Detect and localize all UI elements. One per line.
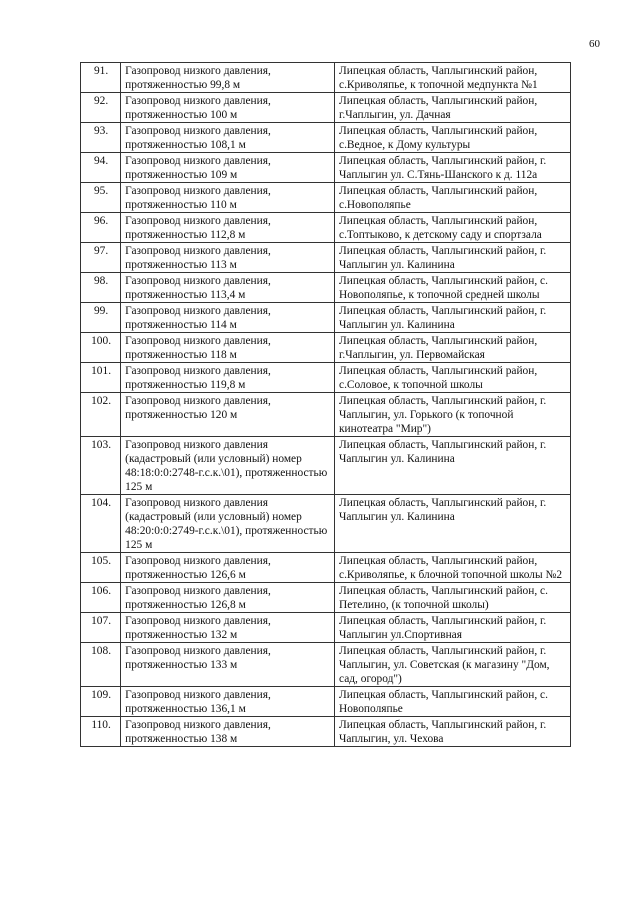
table-row <box>81 153 571 183</box>
object-name: Газопровод низкого давления, протяженностью 133 м <box>121 643 335 687</box>
table-row <box>81 583 571 613</box>
object-name: Газопровод низкого давления, протяженностью 126,6 м <box>121 553 335 583</box>
row-number: 96. <box>81 213 121 243</box>
object-address: Липецкая область, Чаплыгинский район, г. Чаплыгин ул. Калинина <box>335 303 571 333</box>
table-row <box>81 333 571 363</box>
row-number: 92. <box>81 93 121 123</box>
object-address: Липецкая область, Чаплыгинский район, с.Криволяпье, к блочной топочной школы №2 <box>335 553 571 583</box>
row-number: 98. <box>81 273 121 303</box>
object-address: Липецкая область, Чаплыгинский район, г.Чаплыгин, ул. Дачная <box>335 93 571 123</box>
row-number: 99. <box>81 303 121 333</box>
object-address: Липецкая область, Чаплыгинский район, с.Криволяпье, к топочной медпункта №1 <box>335 63 571 93</box>
object-address: Липецкая область, Чаплыгинский район, с.Новополяпье <box>335 183 571 213</box>
table-row <box>81 123 571 153</box>
row-number: 100. <box>81 333 121 363</box>
table-row <box>81 63 571 93</box>
table-row <box>81 553 571 583</box>
row-number: 95. <box>81 183 121 213</box>
row-number: 94. <box>81 153 121 183</box>
object-name: Газопровод низкого давления, протяженностью 99,8 м <box>121 63 335 93</box>
object-name: Газопровод низкого давления, протяженностью 126,8 м <box>121 583 335 613</box>
object-name: Газопровод низкого давления, протяженностью 114 м <box>121 303 335 333</box>
object-name: Газопровод низкого давления (кадастровый (или условный) номер 48:20:0:0:2749-г.с.к.\01), протяженностью 125 м <box>121 495 335 553</box>
table-body <box>81 63 571 747</box>
row-number: 97. <box>81 243 121 273</box>
row-number: 93. <box>81 123 121 153</box>
object-address: Липецкая область, Чаплыгинский район, г. Чаплыгин, ул. Советская (к магазину "Дом, сад, огород") <box>335 643 571 687</box>
row-number: 108. <box>81 643 121 687</box>
row-number: 102. <box>81 393 121 437</box>
object-name: Газопровод низкого давления, протяженностью 136,1 м <box>121 687 335 717</box>
object-name: Газопровод низкого давления, протяженностью 100 м <box>121 93 335 123</box>
object-address: Липецкая область, Чаплыгинский район, г. Чаплыгин, ул. Горького (к топочной кинотеатра "Мир") <box>335 393 571 437</box>
page-number: 60 <box>589 38 600 50</box>
table-row <box>81 495 571 553</box>
row-number: 101. <box>81 363 121 393</box>
table-row <box>81 643 571 687</box>
table-row <box>81 243 571 273</box>
table-row <box>81 93 571 123</box>
row-number: 104. <box>81 495 121 553</box>
object-name: Газопровод низкого давления (кадастровый (или условный) номер 48:18:0:0:2748-г.с.к.\01), протяженностью 125 м <box>121 437 335 495</box>
object-name: Газопровод низкого давления, протяженностью 109 м <box>121 153 335 183</box>
object-name: Газопровод низкого давления, протяженностью 113,4 м <box>121 273 335 303</box>
table-row <box>81 213 571 243</box>
object-name: Газопровод низкого давления, протяженностью 120 м <box>121 393 335 437</box>
table-row <box>81 183 571 213</box>
row-number: 106. <box>81 583 121 613</box>
object-address: Липецкая область, Чаплыгинский район, с. Новополяпье, к топочной средней школы <box>335 273 571 303</box>
table-row <box>81 273 571 303</box>
object-name: Газопровод низкого давления, протяженностью 118 м <box>121 333 335 363</box>
row-number: 105. <box>81 553 121 583</box>
object-address: Липецкая область, Чаплыгинский район, с.Ведное, к Дому культуры <box>335 123 571 153</box>
row-number: 109. <box>81 687 121 717</box>
object-address: Липецкая область, Чаплыгинский район, с. Петелино, (к топочной школы) <box>335 583 571 613</box>
table-row <box>81 393 571 437</box>
row-number: 91. <box>81 63 121 93</box>
object-address: Липецкая область, Чаплыгинский район, г. Чаплыгин ул.Спортивная <box>335 613 571 643</box>
row-number: 107. <box>81 613 121 643</box>
object-name: Газопровод низкого давления, протяженностью 113 м <box>121 243 335 273</box>
object-name: Газопровод низкого давления, протяженностью 132 м <box>121 613 335 643</box>
object-name: Газопровод низкого давления, протяженностью 108,1 м <box>121 123 335 153</box>
object-name: Газопровод низкого давления, протяженностью 119,8 м <box>121 363 335 393</box>
table-row <box>81 303 571 333</box>
object-address: Липецкая область, Чаплыгинский район, г. Чаплыгин ул. Калинина <box>335 495 571 553</box>
table-row <box>81 717 571 747</box>
object-name: Газопровод низкого давления, протяженностью 110 м <box>121 183 335 213</box>
object-address: Липецкая область, Чаплыгинский район, г. Чаплыгин ул. Калинина <box>335 243 571 273</box>
object-address: Липецкая область, Чаплыгинский район, с.Топтыково, к детскому саду и спортзала <box>335 213 571 243</box>
object-name: Газопровод низкого давления, протяженностью 112,8 м <box>121 213 335 243</box>
property-table <box>80 62 571 747</box>
table-row <box>81 613 571 643</box>
object-name: Газопровод низкого давления, протяженностью 138 м <box>121 717 335 747</box>
object-address: Липецкая область, Чаплыгинский район, с.Соловое, к топочной школы <box>335 363 571 393</box>
table-row <box>81 363 571 393</box>
object-address: Липецкая область, Чаплыгинский район, г. Чаплыгин ул. С.Тянь-Шанского к д. 112а <box>335 153 571 183</box>
object-address: Липецкая область, Чаплыгинский район, с. Новополяпье <box>335 687 571 717</box>
object-address: Липецкая область, Чаплыгинский район, г.Чаплыгин, ул. Первомайская <box>335 333 571 363</box>
row-number: 103. <box>81 437 121 495</box>
table-row <box>81 687 571 717</box>
row-number: 110. <box>81 717 121 747</box>
object-address: Липецкая область, Чаплыгинский район, г. Чаплыгин ул. Калинина <box>335 437 571 495</box>
table-row <box>81 437 571 495</box>
object-address: Липецкая область, Чаплыгинский район, г. Чаплыгин, ул. Чехова <box>335 717 571 747</box>
